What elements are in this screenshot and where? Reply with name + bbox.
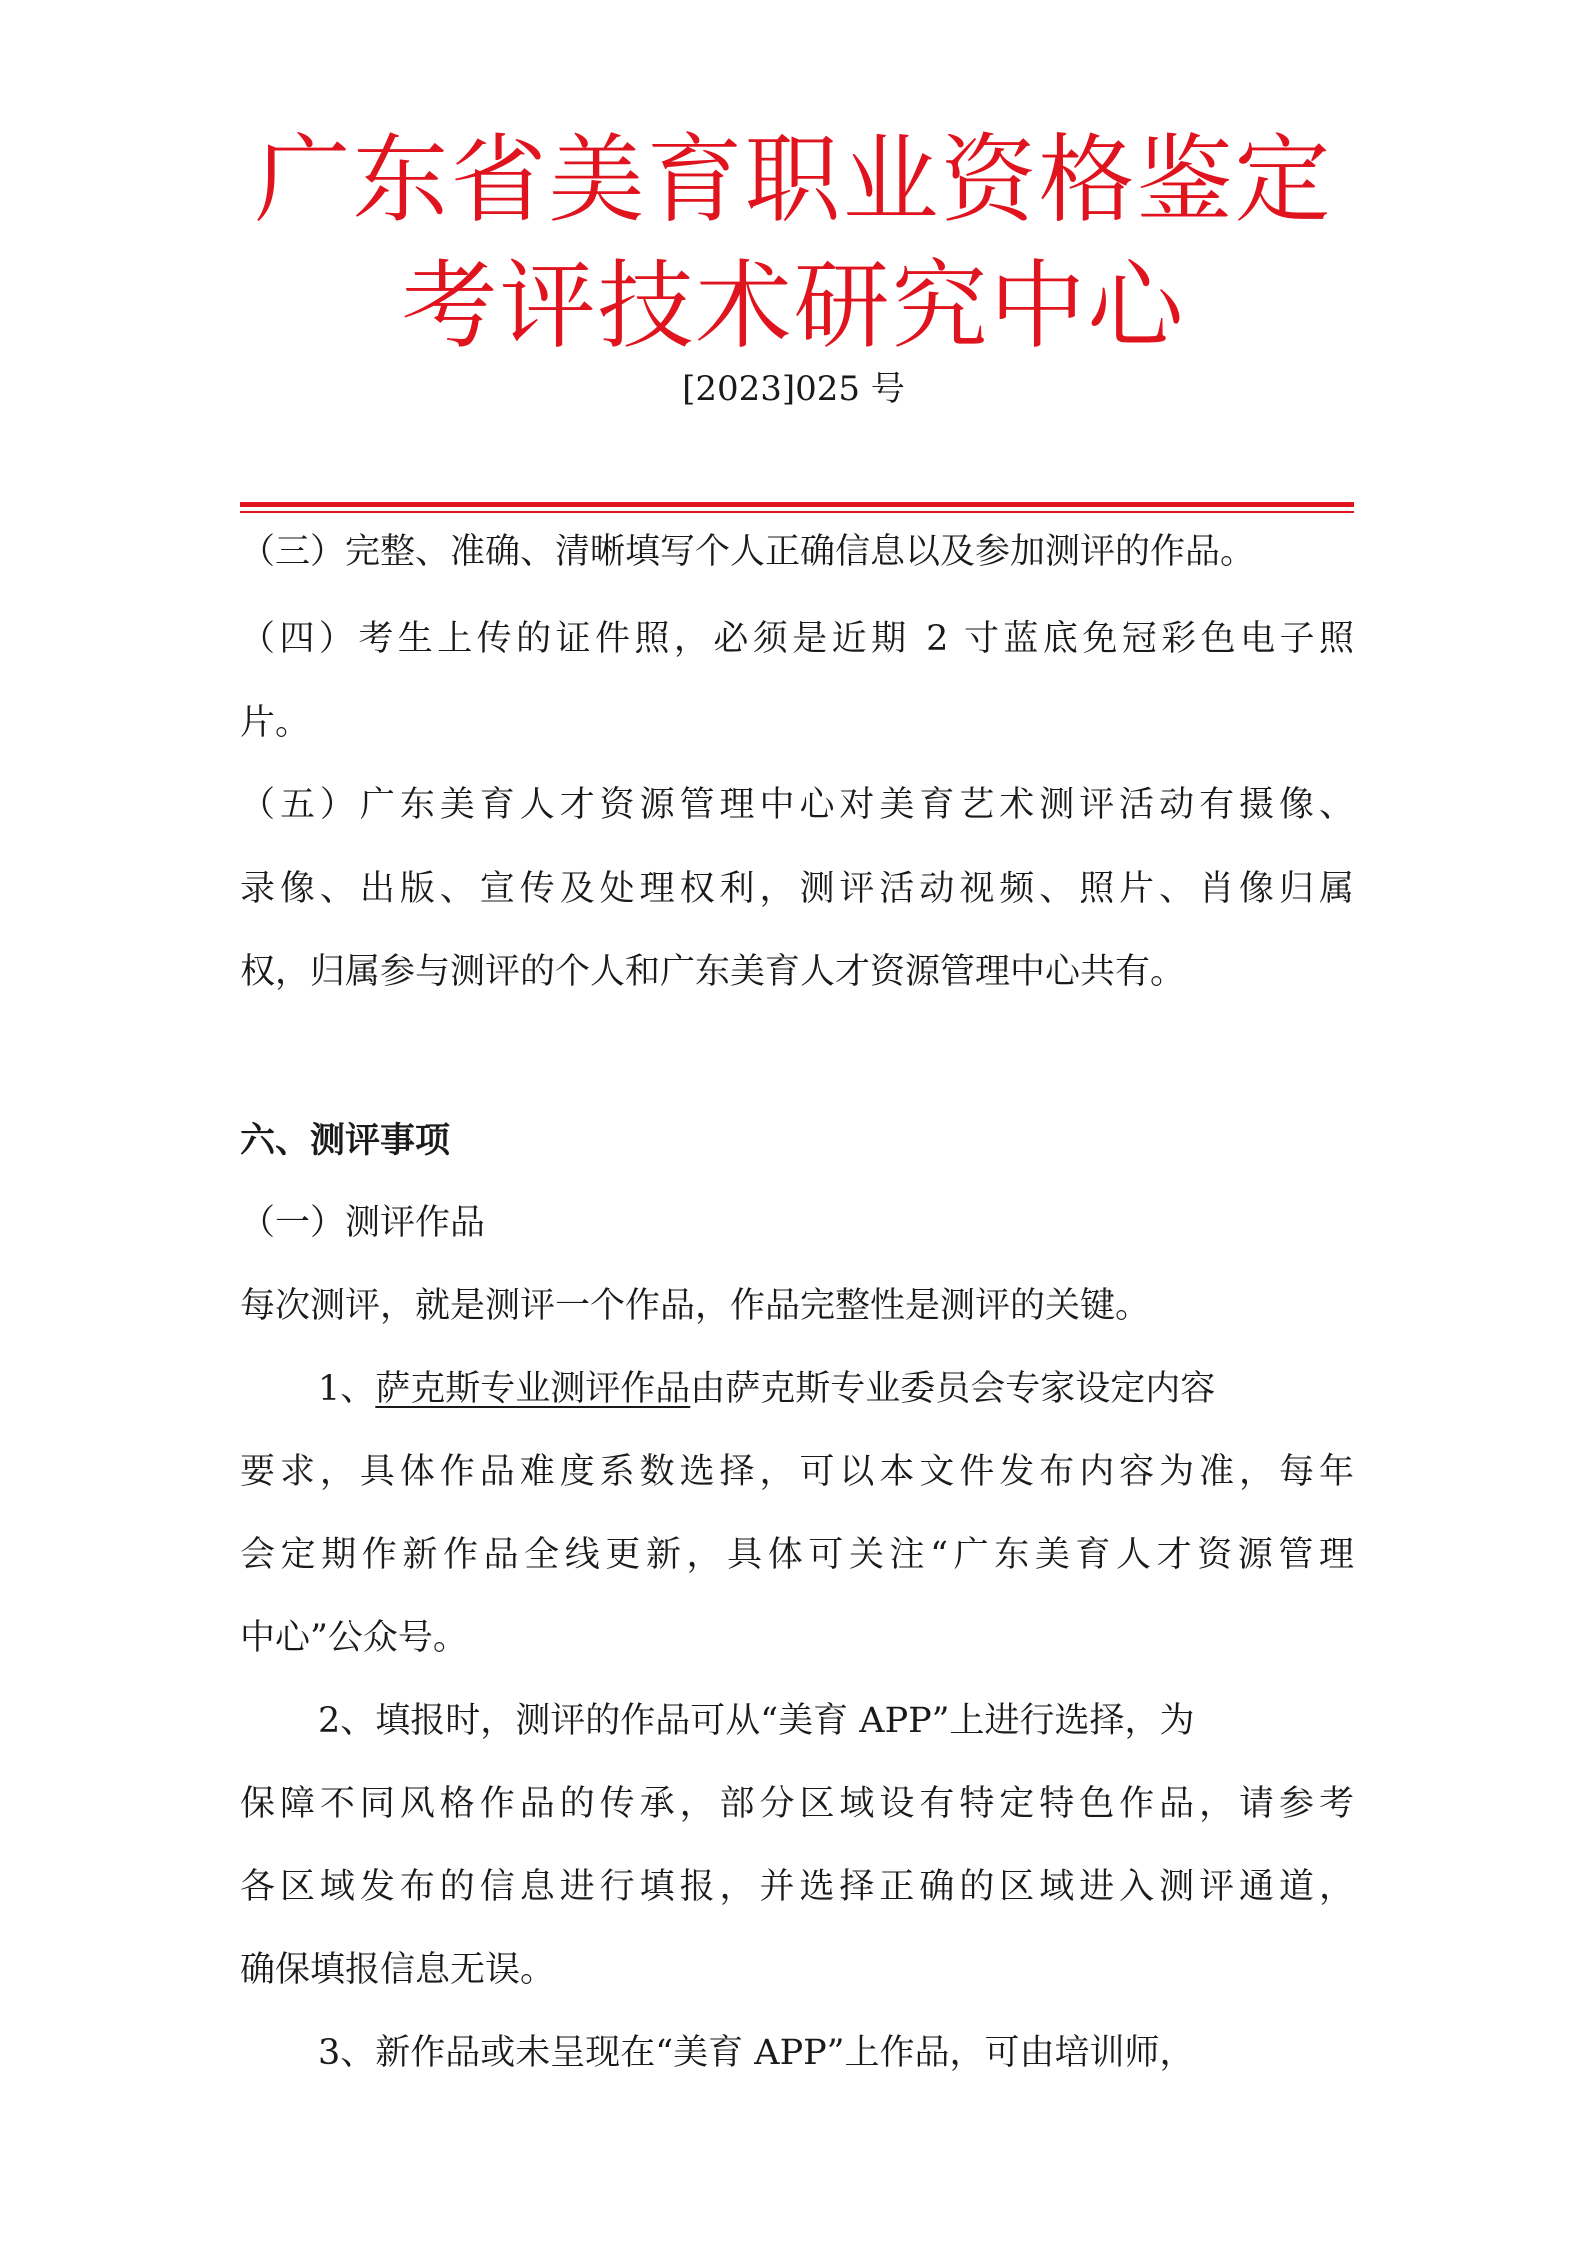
item-1-line3: 会定期作新作品全线更新，具体可关注“广东美育人才资源管理 <box>240 1535 1354 1575</box>
item-2-line3: 各区域发布的信息进行填报，并选择正确的区域进入测评通道， <box>240 1867 1354 1907</box>
org-title-line1: 广东省美育职业资格鉴定 <box>254 124 1333 236</box>
item-2-line1: 2、填报时，测评的作品可从“美育 APP”上进行选择，为 <box>318 1701 1195 1741</box>
item-1-line2: 要求，具体作品难度系数选择，可以本文件发布内容为准，每年 <box>240 1452 1354 1492</box>
document-number: [2023]025 号 <box>682 369 905 409</box>
item-1-rest: 由萨克斯专业委员会专家设定内容 <box>690 1369 1216 1409</box>
subsection-1-intro: 每次测评，就是测评一个作品，作品完整性是测评的关键。 <box>240 1286 1151 1326</box>
paragraph-3: （三）完整、准确、清晰填写个人正确信息以及参加测评的作品。 <box>240 532 1256 572</box>
org-title-line2: 考评技术研究中心 <box>401 250 1186 362</box>
item-1-prefix: 1、 <box>318 1369 376 1409</box>
paragraph-4-line1: （四）考生上传的证件照，必须是近期 2 寸蓝底免冠彩色电子照 <box>240 619 1354 659</box>
paragraph-5-line1: （五）广东美育人才资源管理中心对美育艺术测评活动有摄像、 <box>240 785 1354 825</box>
paragraph-4-line2: 片。 <box>240 703 311 743</box>
item-2-line4: 确保填报信息无误。 <box>240 1950 556 1990</box>
header-divider-thick <box>240 502 1354 507</box>
section-6-heading: 六、测评事项 <box>240 1120 451 1161</box>
item-2-line2: 保障不同风格作品的传承，部分区域设有特定特色作品，请参考 <box>240 1784 1354 1824</box>
paragraph-5-line2: 录像、出版、宣传及处理权利，测评活动视频、照片、肖像归属 <box>240 869 1354 909</box>
header-divider-thin <box>240 511 1354 513</box>
subsection-1-heading: （一）测评作品 <box>240 1203 486 1243</box>
item-3-line1: 3、新作品或未呈现在“美育 APP”上作品，可由培训师， <box>318 2033 1195 2073</box>
item-1-line4: 中心”公众号。 <box>240 1618 468 1658</box>
item-1-underlined-term: 萨克斯专业测评作品 <box>375 1369 691 1409</box>
item-1-line1 <box>240 1369 1354 1409</box>
paragraph-5-line3: 权，归属参与测评的个人和广东美育人才资源管理中心共有。 <box>240 952 1186 992</box>
